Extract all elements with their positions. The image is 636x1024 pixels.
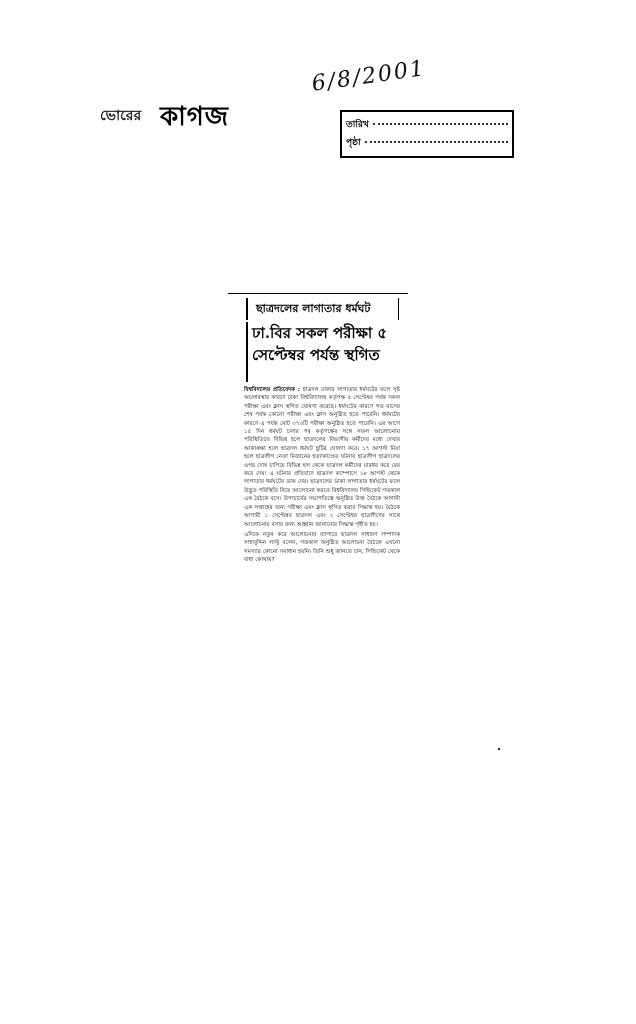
newspaper-name: কাগজ bbox=[160, 102, 230, 132]
article-paragraph-1-text: ছাত্রদল ঢাকার লাগাতার ধর্মঘটের ফলে সৃষ্ট অচলাবস্থার কারণে ঢাকা বিশ্ববিদ্যালয় কর্তৃপক্ষ ৫ সেপ্টেম্বর পর্যন্ত সকল পরীক্ষা এবং ক্লাস স্থগিত ঘোষণা করেছে। ধর্মঘটের কারণে গত মাসের শেষ পর্যন্ত কোনো পরীক্ষা এবং ক্লাস অনুষ্ঠিত হতে পারেনি। ধর্মঘটের কারণে এ পর্যন্ত মোট ৩৭৩টি পরীক্ষা অনুষ্ঠিত হতে পারেনি। এর আগে ১৫ দিন ধর্মঘট চলার পর কর্তৃপক্ষের সঙ্গে সফল আলোচনায় পরিস্থিতিতে বিভিন্ন হলে ছাত্রদলের বিভাগীয় কর্মীদের মধ্যে দেখার আকাঙ্ক্ষা হলে ছাত্রদল ধর্মঘট ছুটির ঘোষণা করে। ১৭ আগস্ট মিয়া হলে ছাত্রলীগ নেতা মিজানের হত্যাকাণ্ডের ঘটনায় ছাত্রলীগ ছাত্রদলের ওপর দোষ চাপিয়ে বিভিন্ন হল থেকে ছাত্রদল কর্মীদের মারধর করে বের করে দেয়। এ ঘটনার প্রতিবাদে ছাত্রদল ক্যাম্পাসে ১৮ আগস্ট থেকে লাগাতার ধর্মঘটের ডাক দেয়। ছাত্রদলের ডাকা লাগাতার ধর্মঘটের ফলে উদ্ভূত পরিস্থিতি নিয়ে আলোচনা করতে বিশ্ববিদ্যালয় সিন্ডিকেট গতকাল এক বৈঠকে বসে। উপাচার্যের সভাপতিত্বে অনুষ্ঠিত উক্ত বৈঠকে আগামী এক সপ্তাহের জন্য পরীক্ষা এবং ক্লাস স্থগিত করার সিদ্ধান্ত হয়। বৈঠকে আগামী ১ সেপ্টেম্বর ছাত্রদল এবং ২ সেপ্টেম্বর ছাত্রলীগের সাথে আলোচনায় বসার জন্য আহ্বান জানানোর সিদ্ধান্ত গৃহীত হয়। bbox=[244, 387, 400, 528]
stamp-row-date bbox=[346, 118, 508, 130]
news-clipping bbox=[238, 290, 404, 740]
article-body bbox=[244, 386, 400, 567]
newspaper-masthead bbox=[100, 90, 250, 140]
stamp-date-line bbox=[373, 123, 508, 125]
stamp-date-label: তারিখ bbox=[346, 119, 369, 130]
scan-speck bbox=[498, 748, 500, 750]
newspaper-logo-mark: ভোরের bbox=[100, 108, 142, 124]
article-paragraph-2: এদিকে নতুন করে আলোচনার ব্যাপারে ছাত্রদল সাধারণ সম্পাদক সাহাবুদ্দিন লাল্টু বলেন, গতকাল অনুষ্ঠিত আলোচনা বৈঠকে এখনো সমস্যার কোনো সমাধান হয়নি। তিনি শুধু জানতে চান, সিন্ডিকেট থেকে বাধা কোথায়? bbox=[244, 531, 400, 564]
article-kicker: ছাত্রদলের লাগাতার ধর্মঘট bbox=[256, 302, 371, 315]
clipping-top-rule bbox=[228, 293, 408, 294]
stamp-page-line bbox=[365, 141, 508, 143]
article-paragraph-1 bbox=[244, 386, 400, 529]
article-dateline: বিশ্ববিদ্যালয় প্রতিবেদক : bbox=[244, 387, 300, 393]
handwritten-date: 6/8/2001 bbox=[310, 56, 428, 97]
archive-stamp bbox=[340, 110, 514, 158]
stamp-row-page bbox=[346, 136, 508, 148]
article-headline: ঢা.বির সকল পরীক্ষা ৫ সেপ্টেম্বর পর্যন্ত স্থগিত bbox=[252, 324, 388, 364]
headline-left-rule bbox=[246, 322, 248, 382]
stamp-page-label: পৃষ্ঠা bbox=[346, 137, 361, 148]
